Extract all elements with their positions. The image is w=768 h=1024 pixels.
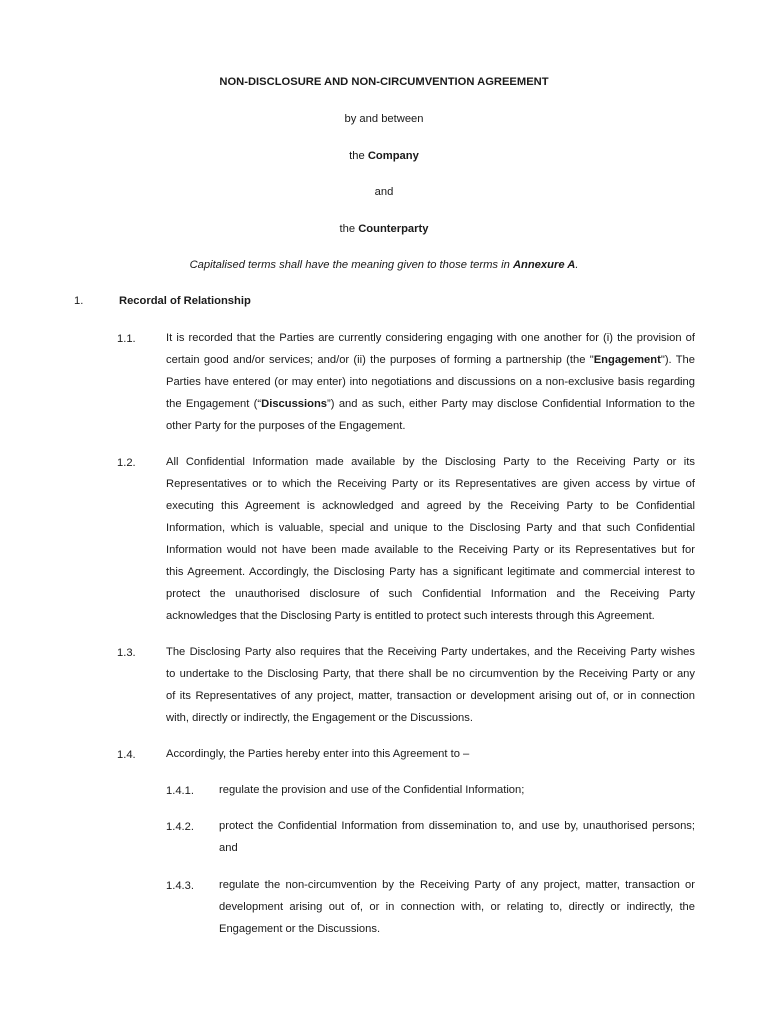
by-and-between: by and between (344, 113, 424, 125)
clause-line: acknowledges that the Disclosing Party is entitled to protect such interests through this Agreement. (166, 610, 655, 622)
clause-line: regulate the provision and use of the Confidential Information; (219, 784, 525, 796)
clause-1-4-1-text (219, 779, 695, 801)
clause-line: this Agreement. Accordingly, the Disclosing Party has a significant legitimate and commercial interest to (166, 566, 695, 578)
party2-prefix: the (339, 223, 359, 235)
and-text: and (374, 186, 394, 198)
clause-number-1-4-1: 1.4.1. (166, 785, 194, 797)
clause-number-1-4-2: 1.4.2. (166, 821, 194, 833)
clause-line: development arising out of, or in connection with, or relating to, directly or indirectly, the (219, 901, 695, 913)
party1-name: Company (367, 150, 419, 162)
party-company (0, 150, 768, 162)
clause-number-1-2: 1.2. (117, 457, 136, 469)
clause-line: executing this Agreement is acknowledged and agreed by the Receiving Party to be Confidential (166, 500, 695, 512)
section-number: 1. (74, 295, 84, 307)
clause-line: Information, which is valuable, special and unique to the Disclosing Party and that such Confidential (166, 522, 695, 534)
term-discussions: Discussions (261, 398, 328, 410)
clause-1-4-2-text (219, 815, 695, 859)
clause-line: regulate the non-circumvention by the Receiving Party of any project, matter, transaction or (219, 879, 695, 891)
clause-line: the Engagement (“Discussions”) and as such, either Party may disclose Confidential Information to the (166, 398, 695, 410)
clause-line: Engagement or the Discussions. (219, 923, 381, 935)
party-counterparty (0, 223, 768, 235)
clause-number-1-3: 1.3. (117, 647, 136, 659)
clause-1-2-text (166, 451, 695, 627)
clause-line: other Party for the purposes of the Engagement. (166, 420, 406, 432)
clause-line: with, directly or indirectly, the Engagement or the Discussions. (166, 712, 473, 724)
clause-number-1-4: 1.4. (117, 749, 136, 761)
clause-line: of its Representatives of any project, matter, transaction or development arising out of, or in connection (166, 690, 695, 702)
clause-1-4-text (166, 743, 695, 765)
clause-line: and (219, 842, 238, 854)
capitalised-terms-note (0, 259, 768, 271)
clause-line: Accordingly, the Parties hereby enter into this Agreement to – (166, 748, 470, 760)
clause-line: to undertake to the Disclosing Party, that there shall be no circumvention by the Receiving Party or any (166, 668, 695, 680)
clause-line: It is recorded that the Parties are currently considering engaging with one another for (i) the provision of (166, 332, 695, 344)
clause-number-1-4-3: 1.4.3. (166, 880, 194, 892)
capitalised-end: . (575, 259, 579, 271)
clause-line: Information would not have been made available to the Receiving Party or its Representatives but for (166, 544, 695, 556)
clause-1-1-text (166, 327, 695, 437)
clause-1-3-text (166, 641, 695, 729)
clause-line: The Disclosing Party also requires that the Receiving Party undertakes, and the Receiving Party wishes (166, 646, 695, 658)
term-engagement: Engagement (593, 354, 661, 366)
capitalised-text: Capitalised terms shall have the meaning given to those terms in (189, 259, 513, 271)
clause-line: certain good and/or services; and/or (ii) the purposes of forming a partnership (the "Engagement"). The (166, 354, 695, 366)
party2-name: Counterparty (358, 223, 429, 235)
annexure-ref: Annexure A (512, 259, 576, 271)
section-title: Recordal of Relationship (119, 295, 251, 307)
clause-line: protect the unauthorised disclosure of such Confidential Information and the Receiving Party (166, 588, 695, 600)
party1-prefix: the (349, 150, 368, 162)
document-title: NON-DISCLOSURE AND NON-CIRCUMVENTION AGREEMENT (219, 76, 549, 88)
clause-line: All Confidential Information made available by the Disclosing Party to the Receiving Party or its (166, 456, 695, 468)
clause-1-4-3-text (219, 874, 695, 940)
clause-line: protect the Confidential Information from dissemination to, and use by, unauthorised persons; (219, 820, 695, 832)
clause-line: Representatives or to which the Receiving Party or its Representatives are given access by virtue of (166, 478, 695, 490)
clause-line: Parties have entered (or may enter) into negotiations and discussions on a non-exclusive basis regarding (166, 376, 695, 388)
clause-number-1-1: 1.1. (117, 333, 136, 345)
